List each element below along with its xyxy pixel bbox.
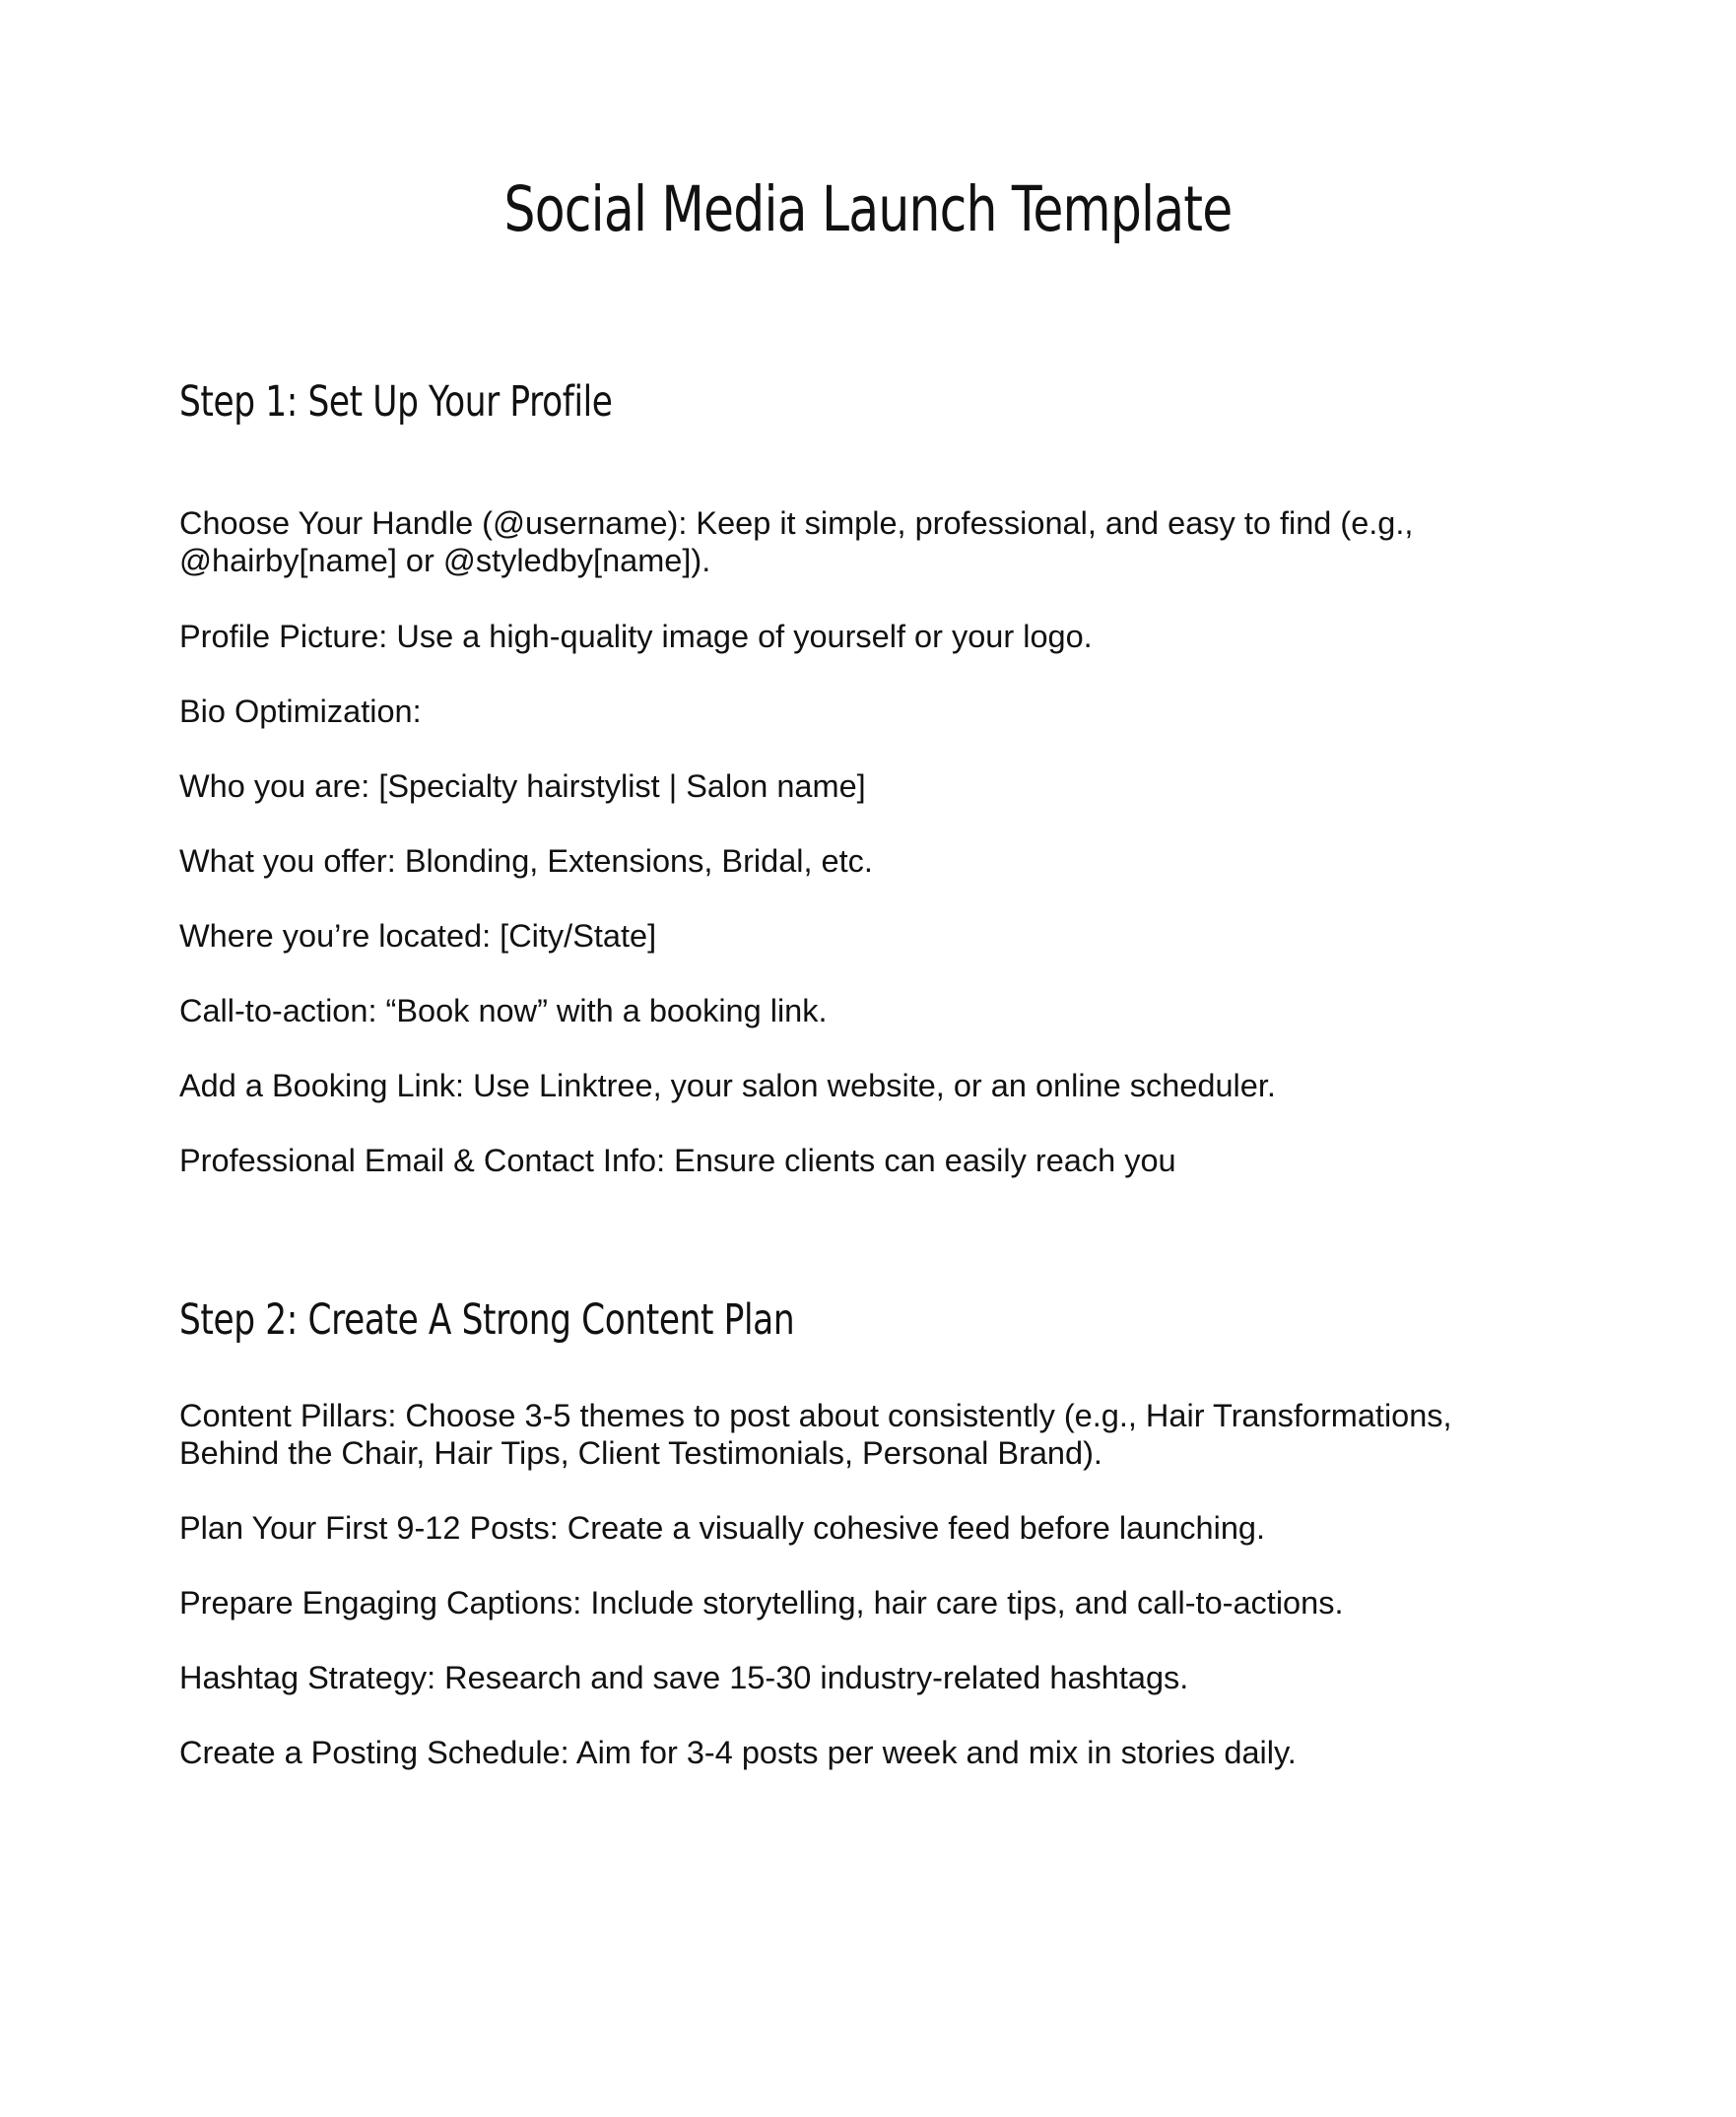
section-heading-step-1: Step 1: Set Up Your Profile bbox=[179, 377, 613, 427]
page-title: Social Media Launch Template bbox=[503, 173, 1233, 245]
paragraph-where-located: Where you’re located: [City/State] bbox=[179, 918, 657, 954]
paragraph-choose-handle: Choose Your Handle (@username): Keep it simple, professional, and easy to find (e.g., @hairby[name] or @styledby[name]). bbox=[179, 505, 1414, 578]
paragraph-captions: Prepare Engaging Captions: Include storytelling, hair care tips, and call-to-actions. bbox=[179, 1585, 1344, 1621]
paragraph-posting-schedule: Create a Posting Schedule: Aim for 3-4 posts per week and mix in stories daily. bbox=[179, 1735, 1297, 1770]
paragraph-hashtag-strategy: Hashtag Strategy: Research and save 15-30 industry-related hashtags. bbox=[179, 1660, 1189, 1695]
paragraph-contact-info: Professional Email & Contact Info: Ensure clients can easily reach you bbox=[179, 1143, 1176, 1178]
paragraph-profile-picture: Profile Picture: Use a high-quality image of yourself or your logo. bbox=[179, 619, 1093, 654]
paragraph-what-you-offer: What you offer: Blonding, Extensions, Bridal, etc. bbox=[179, 843, 873, 879]
paragraph-bio-optimization: Bio Optimization: bbox=[179, 694, 422, 729]
paragraph-content-pillars: Content Pillars: Choose 3-5 themes to post about consistently (e.g., Hair Transformations, Behind the Chair, Hair Tips, Client Testimonials, Personal Brand). bbox=[179, 1398, 1452, 1471]
paragraph-first-posts: Plan Your First 9-12 Posts: Create a visually cohesive feed before launching. bbox=[179, 1510, 1266, 1546]
paragraph-call-to-action: Call-to-action: “Book now” with a booking link. bbox=[179, 993, 828, 1028]
paragraph-who-you-are: Who you are: [Specialty hairstylist | Salon name] bbox=[179, 768, 866, 804]
section-heading-step-2: Step 2: Create A Strong Content Plan bbox=[179, 1295, 795, 1345]
paragraph-booking-link: Add a Booking Link: Use Linktree, your salon website, or an online scheduler. bbox=[179, 1068, 1276, 1103]
